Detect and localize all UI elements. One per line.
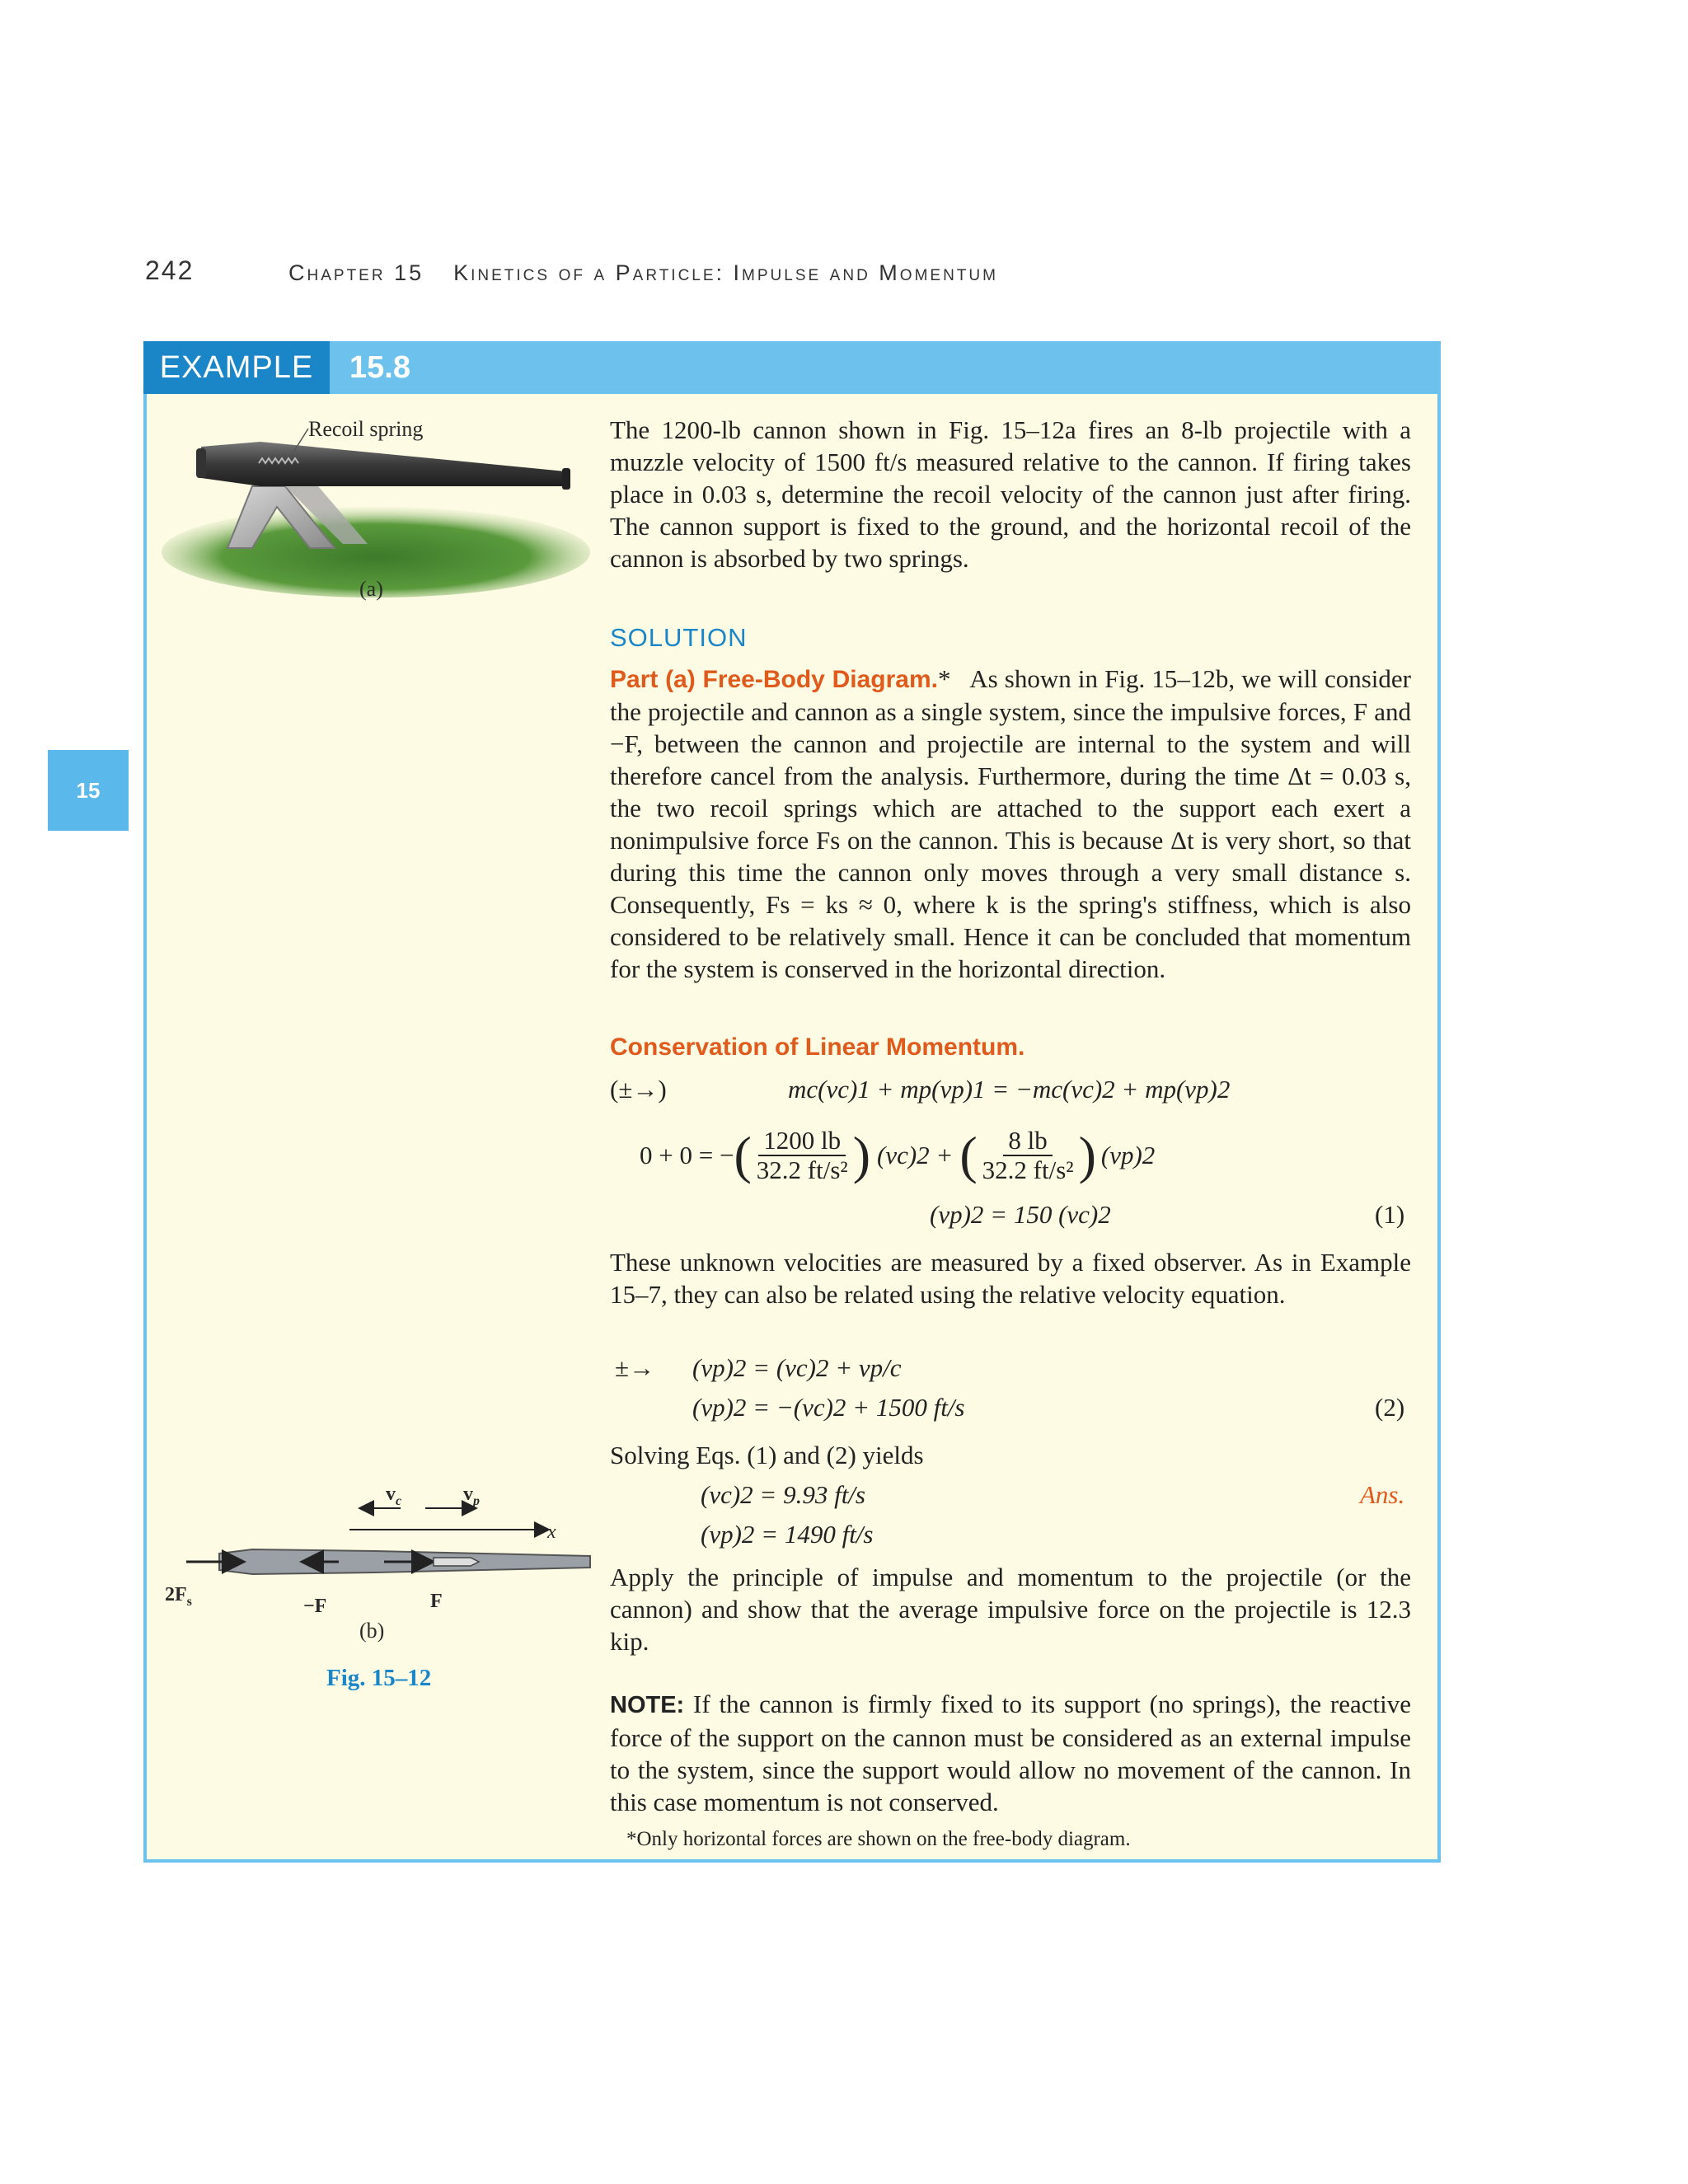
- relative-velocity-paragraph: These unknown velocities are measured by a fixed observer. As in Example 15–7, they can also be related using the relative velocity equation.: [610, 1248, 1411, 1309]
- equation-2-number: (2): [1375, 1393, 1405, 1422]
- right-paren-2: ): [1078, 1126, 1096, 1184]
- frac1-num: 1200 lb: [758, 1127, 846, 1156]
- frac2-den: 32.2 ft/s²: [982, 1155, 1074, 1184]
- projectile: [434, 1558, 479, 1566]
- footnote: *Only horizontal forces are shown on the free-body diagram.: [626, 1828, 1131, 1850]
- left-paren-2: (: [959, 1126, 978, 1184]
- solving-text: Solving Eqs. (1) and (2) yields: [610, 1441, 924, 1469]
- apply-paragraph: Apply the principle of impulse and momentum to the projectile (or the cannon) and show that the average impulsive force on the projectile is 12.3 kip.: [610, 1563, 1411, 1656]
- frac1-var: (vc)2 +: [877, 1141, 954, 1169]
- left-paren: (: [734, 1126, 752, 1184]
- footnote-marker: *: [937, 664, 951, 693]
- relative-direction-convention: ±→: [615, 1353, 655, 1382]
- figure-b-caption: (b): [359, 1619, 385, 1643]
- free-body-diagram: [162, 1475, 607, 1624]
- x-axis-label: x: [547, 1521, 556, 1543]
- eq2-lhs: 0 + 0 = −: [640, 1141, 734, 1169]
- frac2-num: 8 lb: [1003, 1127, 1052, 1156]
- example-header-bar: [143, 341, 1441, 394]
- momentum-equation: mc(vc)1 + mp(vp)1 = −mc(vc)2 + mp(vp)2: [788, 1075, 1231, 1104]
- problem-statement: The 1200-lb cannon shown in Fig. 15–12a fires an 8-lb projectile with a muzzle velocity of 1500 ft/s measured relative to the cannon. If firing takes place in 0.03 s, determine the recoil velocity of the cannon just after firing. The cannon support is fixed to the ground, and the horizontal recoil of the cannon is absorbed by two springs.: [610, 415, 1411, 573]
- chapter-side-tab: 15: [48, 750, 129, 831]
- figure-a-caption: (a): [359, 577, 383, 601]
- f-label: F: [430, 1591, 443, 1612]
- right-paren: ): [852, 1126, 870, 1184]
- vp-label: $v_p$: [463, 1483, 480, 1508]
- part-a-text: As shown in Fig. 15–12b, we will consider the projectile and cannon as a single system, since the impulsive forces, F and −F, between the cannon and projectile are internal to the system and will therefore cancel from the analysis. Furthermore, during the time Δt = 0.03 s, the two recoil springs which are attached to the support each exert a nonimpulsive force Fs on the cannon. This is because Δt is very short, so that during this time the cannon only moves through a very small distance s. Consequently, Fs = ks ≈ 0, where k is the spring's stiffness, which is also considered to be relatively small. Hence it can be concluded that momentum for the system is conserved in the horizontal direction.: [610, 664, 1411, 983]
- page-number: 242: [145, 255, 195, 285]
- example-label: EXAMPLE: [143, 341, 330, 394]
- note-text: If the cannon is firmly fixed to its support (no springs), the reactive force of the support on the cannon must be considered as an external impulse to the system, since the support would allow no movement of the cannon. In this case momentum is not conserved.: [610, 1690, 1411, 1816]
- recoil-spring-label: Recoil spring: [308, 417, 424, 441]
- equation-1-number: (1): [1375, 1200, 1405, 1229]
- projectile-mass-fraction: [978, 1127, 1079, 1184]
- cannon-breech: [196, 448, 206, 478]
- chapter-title: Kinetics of a Particle: Impulse and Momentum: [453, 260, 998, 285]
- frac1-den: 32.2 ft/s²: [756, 1155, 848, 1184]
- cannon-barrel: [201, 442, 565, 486]
- running-head: [288, 260, 998, 286]
- vp-result: (vp)2 = 1490 ft/s: [701, 1520, 874, 1549]
- minus-f-label: −F: [303, 1596, 327, 1617]
- chapter-label: Chapter 15: [288, 260, 424, 285]
- cannon-muzzle: [562, 468, 570, 490]
- direction-convention: (±→): [610, 1075, 667, 1104]
- part-a-heading: Part (a) Free-Body Diagram.: [610, 666, 938, 693]
- example-number: 15.8: [349, 349, 410, 385]
- note-label: NOTE:: [610, 1692, 685, 1718]
- cannon-mass-fraction: [752, 1127, 853, 1184]
- solution-heading: SOLUTION: [610, 623, 748, 652]
- figure-caption: Fig. 15–12: [326, 1665, 432, 1691]
- answer-label: Ans.: [1360, 1480, 1405, 1509]
- momentum-substitution: [640, 1122, 1155, 1188]
- frac2-var: (vp)2: [1100, 1141, 1156, 1169]
- part-a-paragraph: [610, 663, 1411, 985]
- vc-result: (vc)2 = 9.93 ft/s: [701, 1480, 865, 1509]
- equation-2: (vp)2 = −(vc)2 + 1500 ft/s: [692, 1393, 965, 1422]
- note-paragraph: [610, 1688, 1411, 1818]
- conservation-heading: Conservation of Linear Momentum.: [610, 1033, 1025, 1061]
- relative-velocity-equation: (vp)2 = (vc)2 + vp/c: [692, 1353, 902, 1382]
- equation-1: (vp)2 = 150 (vc)2: [930, 1200, 1111, 1229]
- vc-label: $v_c$: [386, 1483, 402, 1508]
- spring-force-label: $2F_s$: [165, 1584, 192, 1609]
